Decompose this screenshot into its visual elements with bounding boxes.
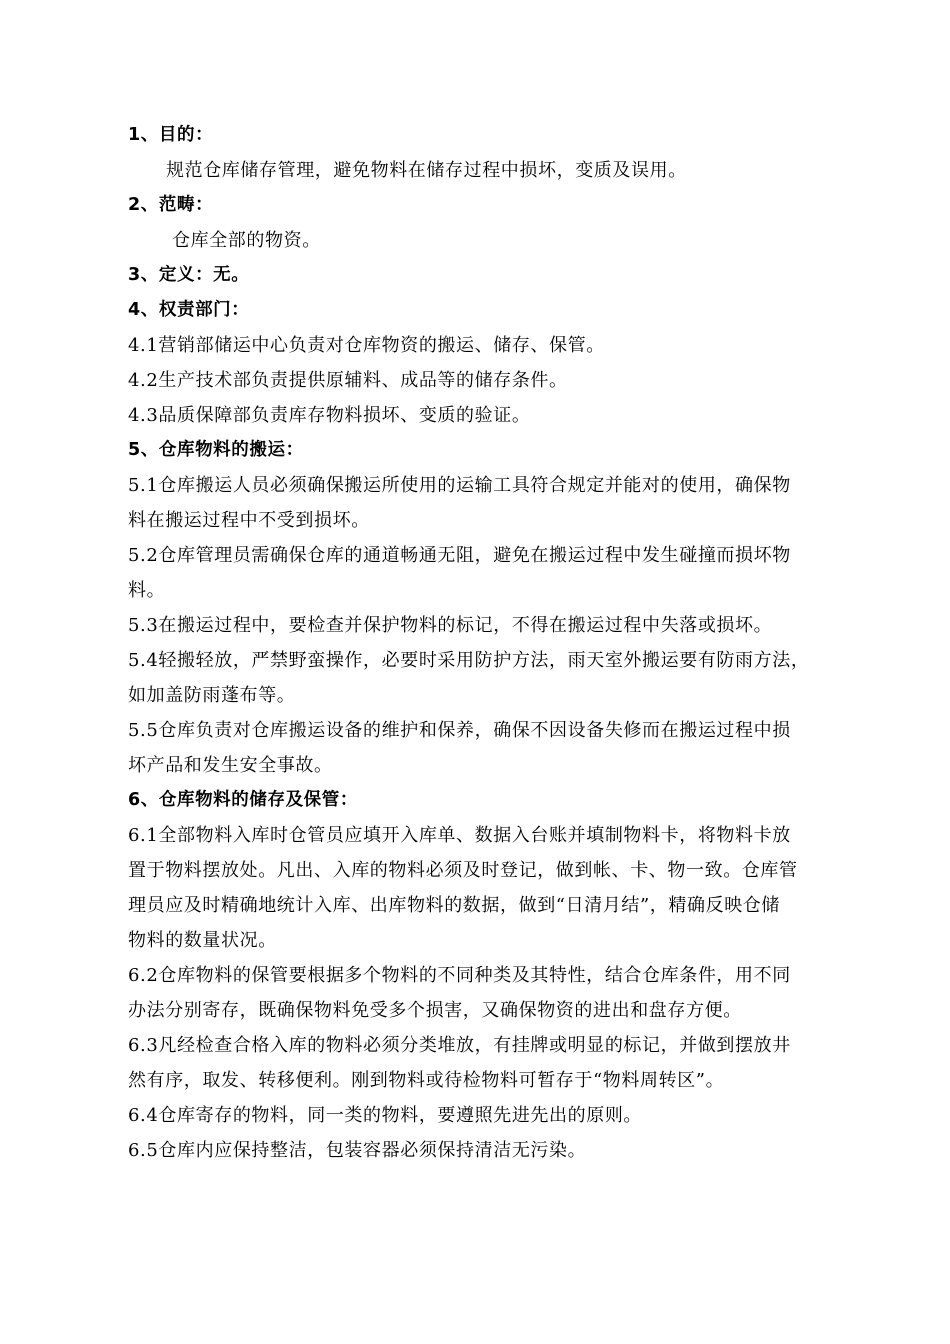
item-5-1-line-2: 料在搬运过程中不受到损坏。: [128, 510, 370, 531]
item-6-1-line-3: 理员应及时精确地统计入库、出库物料的数据，做到“日清月结”，精确反映仓储: [128, 895, 781, 916]
item-6-1-line-4: 物料的数量状况。: [128, 930, 277, 951]
section-heading-purpose: 1、目的：: [128, 125, 214, 145]
section-heading-responsibilities: 4、权责部门：: [128, 300, 250, 320]
section-heading-scope: 2、范畴：: [128, 195, 214, 215]
item-5-5-line-1: 5.5仓库负责对仓库搬运设备的维护和保养，确保不因设备失修而在搬运过程中损: [128, 720, 791, 741]
section-heading-handling: 5、仓库物料的搬运：: [128, 440, 304, 460]
item-4-1: 4.1营销部储运中心负责对仓库物资的搬运、储存、保管。: [128, 335, 605, 356]
item-6-2-line-2: 办法分别寄存，既确保物料免受多个损害，又确保物资的进出和盘存方便。: [128, 1000, 742, 1021]
item-5-2-line-1: 5.2仓库管理员需确保仓库的通道畅通无阻，避免在搬运过程中发生碰撞而损坏物: [128, 545, 791, 566]
item-5-5-line-2: 坏产品和发生安全事故。: [128, 755, 333, 776]
document-body: [128, 118, 828, 1168]
item-4-3: 4.3品质保障部负责库存物料损坏、变质的验证。: [128, 405, 531, 426]
item-6-3-line-1: 6.3凡经检查合格入库的物料必须分类堆放，有挂牌或明显的标记，并做到摆放井: [128, 1035, 791, 1056]
item-6-5: 6.5仓库内应保持整洁，包装容器必须保持清洁无污染。: [128, 1140, 587, 1161]
item-5-4-line-1: 5.4轻搬轻放，严禁野蛮操作，必要时采用防护方法，雨天室外搬运要有防雨方法，: [128, 650, 810, 671]
item-5-1-line-1: 5.1仓库搬运人员必须确保搬运所使用的运输工具符合规定并能对的使用，确保物: [128, 475, 791, 496]
item-6-1-line-2: 置于物料摆放处。凡出、入库的物料必须及时登记，做到帐、卡、物一致。仓库管: [128, 860, 798, 881]
item-5-3: 5.3在搬运过程中，要检查并保护物料的标记，不得在搬运过程中失落或损坏。: [128, 615, 773, 636]
section-heading-storage: 6、仓库物料的储存及保管：: [128, 790, 358, 810]
item-6-2-line-1: 6.2仓库物料的保管要根据多个物料的不同种类及其特性，结合仓库条件，用不同: [128, 965, 791, 986]
paragraph-scope: 仓库全部的物资。: [172, 230, 321, 251]
item-6-3-line-2: 然有序，取发、转移便利。刚到物料或待检物料可暂存于“物料周转区”。: [128, 1070, 725, 1091]
item-5-2-line-2: 料。: [128, 580, 166, 601]
item-5-4-line-2: 如加盖防雨蓬布等。: [128, 685, 296, 706]
item-6-4: 6.4仓库寄存的物料，同一类的物料，要遵照先进先出的原则。: [128, 1105, 643, 1126]
item-4-2: 4.2生产技术部负责提供原辅料、成品等的储存条件。: [128, 370, 568, 391]
paragraph-purpose: 规范仓库储存管理，避免物料在储存过程中损坏，变质及误用。: [166, 160, 687, 181]
item-6-1-line-1: 6.1全部物料入库时仓管员应填开入库单、数据入台账并填制物料卡，将物料卡放: [128, 825, 791, 846]
section-heading-definition: 3、定义：无。: [128, 265, 250, 285]
